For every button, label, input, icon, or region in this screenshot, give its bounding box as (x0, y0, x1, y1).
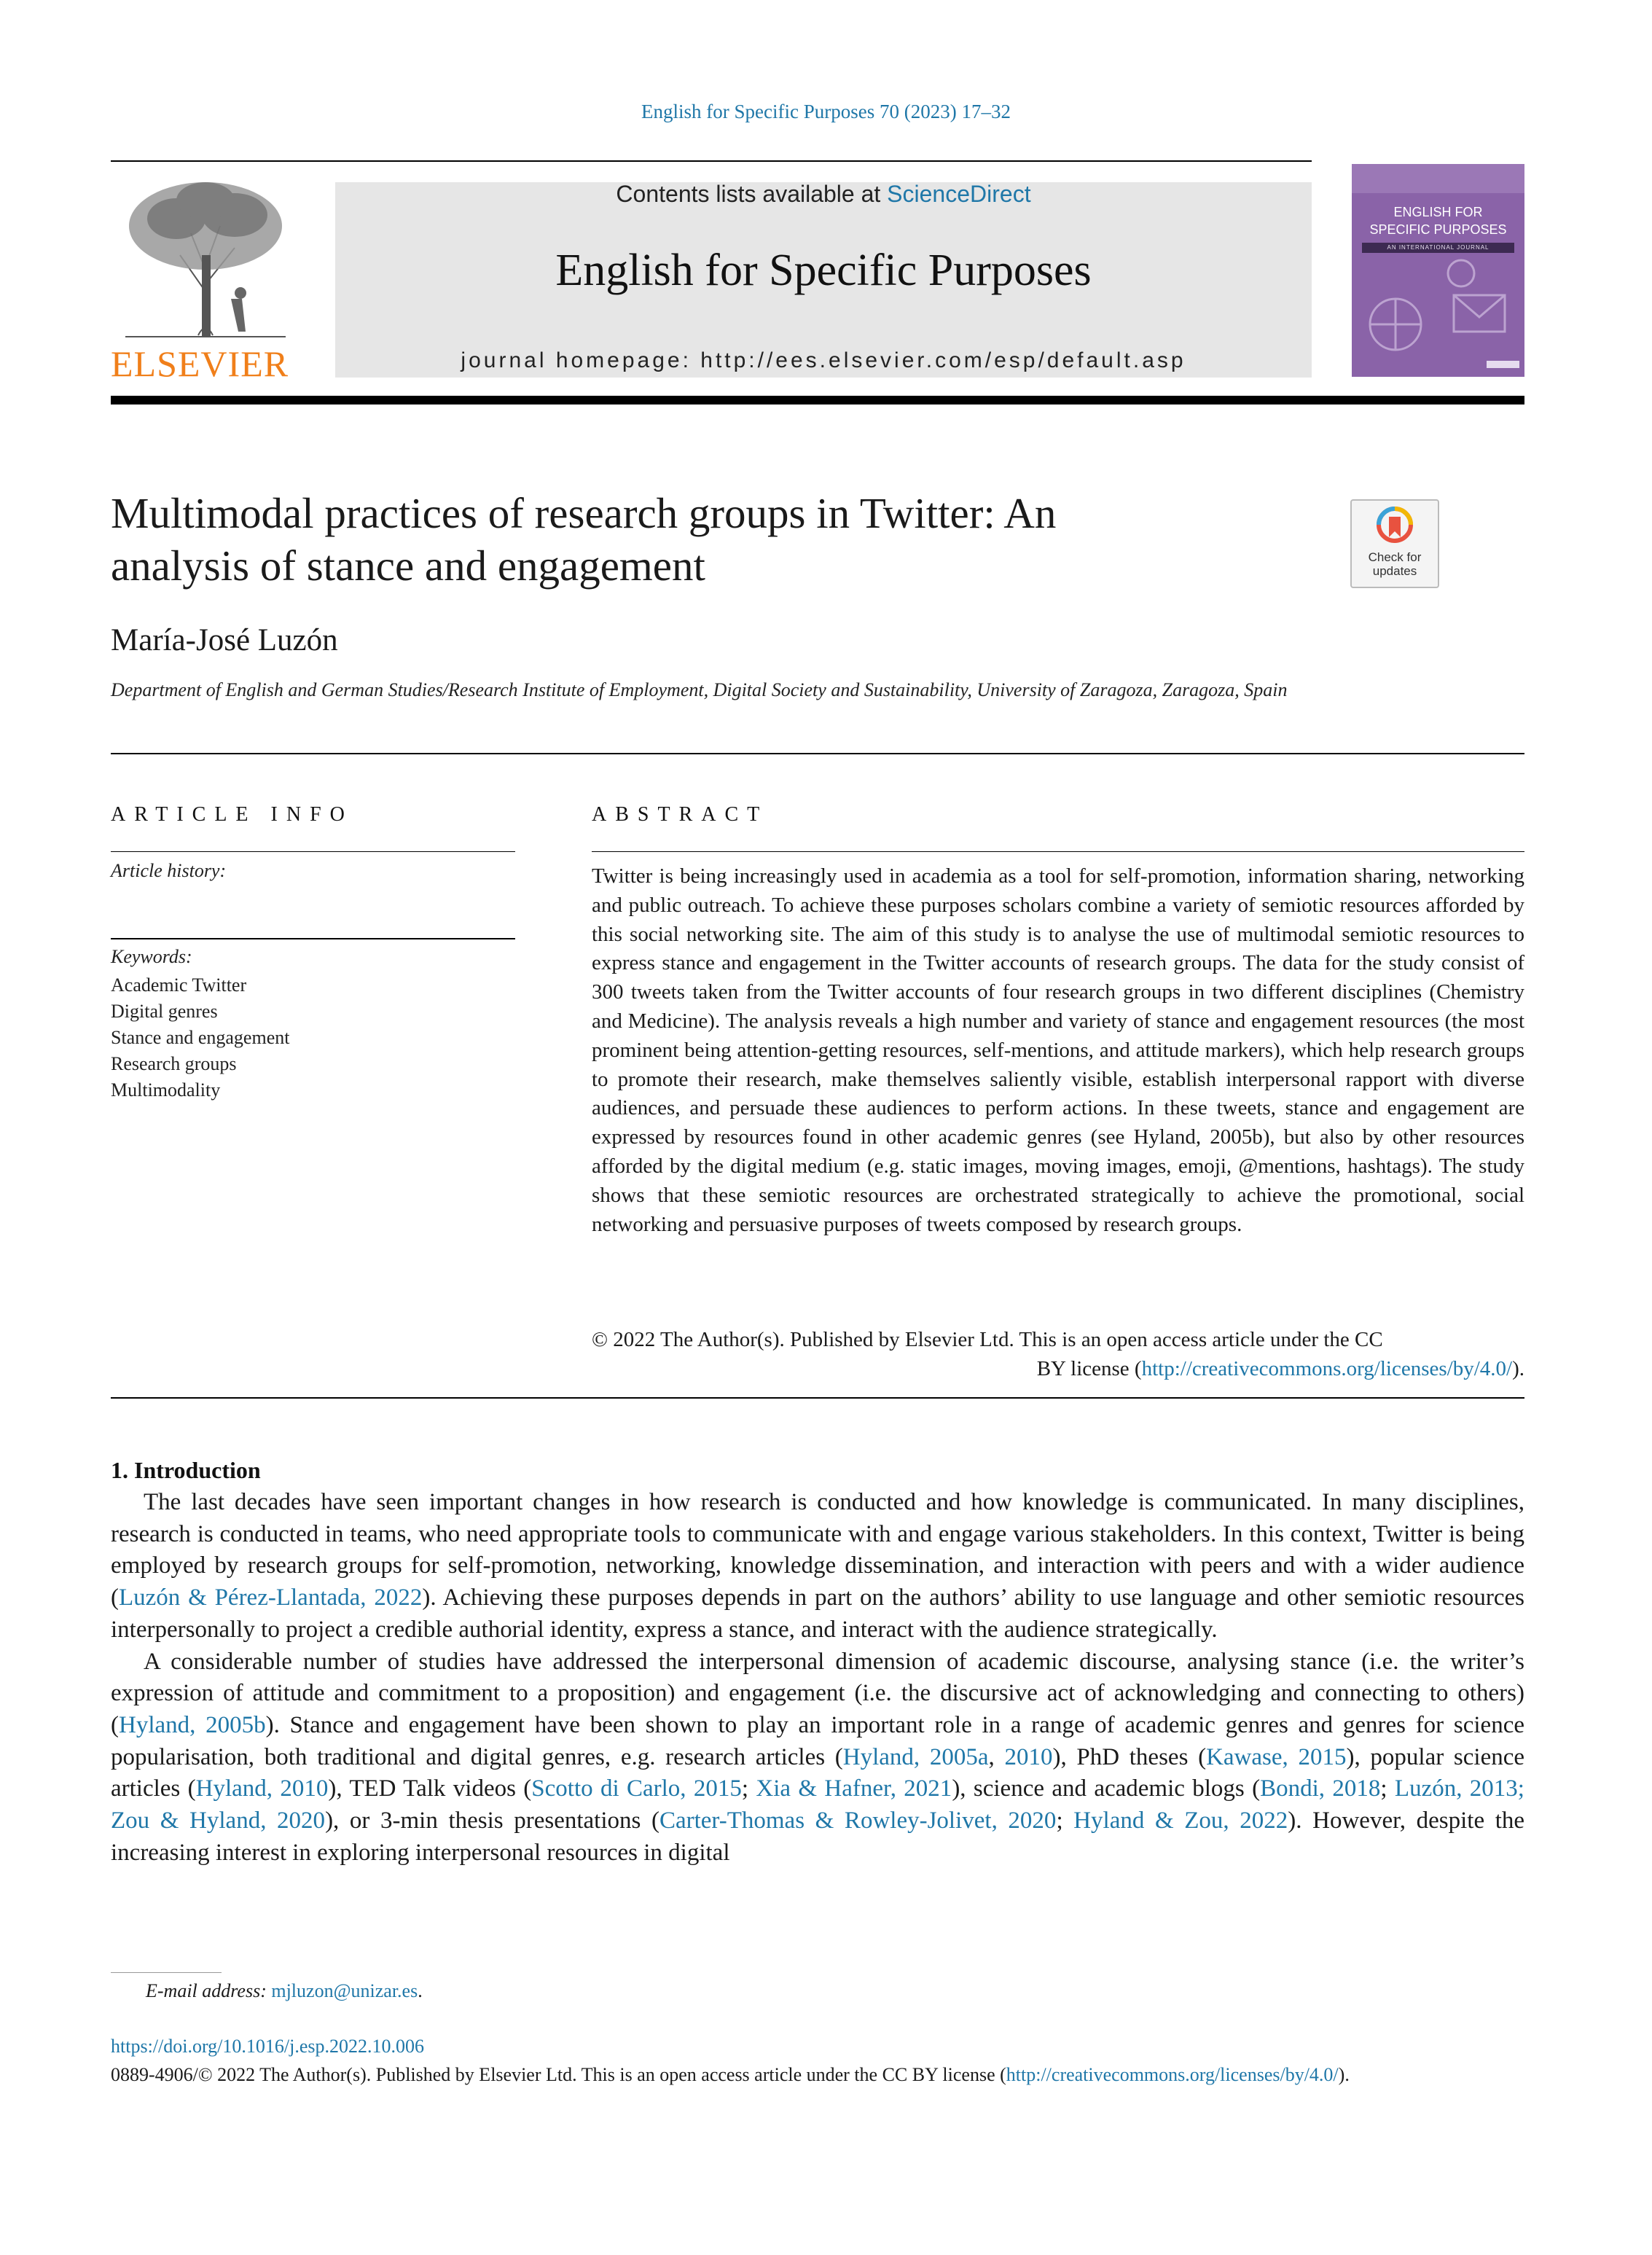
article-history-label: Article history: (111, 860, 227, 881)
citation-link[interactable]: Hyland & Zou, 2022 (1073, 1807, 1288, 1834)
citation-link[interactable]: Bondi, 2018 (1260, 1775, 1381, 1802)
keyword-item: Stance and engagement (111, 1027, 290, 1048)
article-info-heading: ARTICLE INFO (111, 803, 353, 826)
elsevier-wordmark: ELSEVIER (111, 343, 289, 384)
cover-title-line2: SPECIFIC PURPOSES (1369, 222, 1507, 237)
keyword-item: Digital genres (111, 1001, 218, 1022)
cover-subtitle: AN INTERNATIONAL JOURNAL (1362, 243, 1514, 253)
email-footnote (146, 1980, 423, 2002)
abstract-heading: ABSTRACT (592, 803, 769, 826)
crossmark-icon (1377, 507, 1413, 547)
copyright-prefix: BY license ( (1036, 1356, 1142, 1380)
citation-link[interactable]: Xia & Hafner, 2021 (756, 1775, 952, 1802)
header-rule (111, 160, 1312, 162)
email-label: E-mail address: (146, 1980, 272, 2001)
intro-paragraph-2 (111, 1646, 1524, 1869)
check-for-updates-badge[interactable] (1350, 499, 1439, 588)
badge-label (1352, 550, 1438, 578)
intro-text: ). Stance and engagement have been shown to play an important role in a range of academic genres and genres for science popularisation, both traditional and digital genres, e.g. research articles ( (111, 1711, 1524, 1770)
keywords-label: Keywords: (111, 946, 192, 967)
article-history-rule (111, 938, 515, 939)
intro-paragraph-1 (111, 1487, 1524, 1646)
contents-line (335, 181, 1312, 208)
intro-text: ; (741, 1775, 756, 1802)
badge-line1: Check for (1368, 550, 1422, 564)
intro-text: ; (1380, 1775, 1395, 1802)
doi-link[interactable]: https://doi.org/10.1016/j.esp.2022.10.006 (111, 2036, 424, 2057)
intro-text: ), popular science articles ( (111, 1743, 1525, 1802)
intro-text: ). However, despite the increasing interest in exploring interpersonal resources in digital (111, 1807, 1525, 1866)
article-info-rule (111, 851, 515, 852)
journal-homepage[interactable]: journal homepage: http://ees.elsevier.com/esp/default.asp (461, 348, 1186, 372)
introduction-heading: 1. Introduction (111, 1457, 261, 1483)
keyword-item: Research groups (111, 1053, 237, 1074)
citation-link[interactable]: Luzón & Pérez-Llantada, 2022 (119, 1584, 423, 1611)
journal-citation[interactable]: English for Specific Purposes 70 (2023) 17–32 (641, 101, 1011, 122)
keywords-list (111, 972, 289, 1103)
badge-line2: updates (1372, 564, 1417, 578)
author-affiliation: Department of English and German Studies/Research Institute of Employment, Digital Society and Sustainability, University of Zaragoza, Zaragoza, Spain (111, 679, 1288, 700)
email-end: . (418, 1980, 423, 2001)
article-title (111, 487, 1350, 592)
copyright-suffix: ). (1512, 1356, 1524, 1380)
abstract-rule (592, 851, 1524, 852)
issn-text: 0889-4906/© 2022 The Author(s). Published by Elsevier Ltd. This is an open access article under the CC BY license ( (111, 2064, 1006, 2085)
copyright-line1: © 2022 The Author(s). Published by Elsevier Ltd. This is an open access article under the CC (592, 1328, 1383, 1351)
journal-cover-thumbnail[interactable] (1352, 164, 1524, 377)
contents-prefix: Contents lists available at (616, 181, 888, 207)
title-rule (111, 753, 1524, 754)
intro-text: ). Achieving these purposes depends in part on the authors’ ability to use language and other semiotic resources interpersonally to project a credible authorial identity, express a stance, and interact with the audience strategically. (111, 1584, 1525, 1643)
sciencedirect-link[interactable]: ScienceDirect (887, 181, 1031, 207)
cc-license-link[interactable]: http://creativecommons.org/licenses/by/4.0/ (1141, 1356, 1513, 1380)
keyword-item: Academic Twitter (111, 974, 247, 996)
intro-text: , (988, 1743, 1005, 1770)
introduction-body (111, 1487, 1524, 1869)
citation-link[interactable]: Kawase, 2015 (1206, 1743, 1347, 1770)
intro-text: The last decades have seen important changes in how research is conducted and how knowledge is communicated. In many disciplines, research is conducted in teams, who need appropriate tools to communicate with and engage various stakeholders. In this context, Twitter is being employed by research groups for self-promotion, networking, knowledge dissemination, and interaction with peers and with a wider audience ( (111, 1489, 1524, 1611)
abstract-bottom-rule (111, 1397, 1524, 1399)
cover-title (1352, 203, 1524, 238)
title-line-2: analysis of stance and engagement (111, 542, 705, 590)
author-name: María-José Luzón (111, 623, 338, 657)
email-link[interactable]: mjluzon@unizar.es (271, 1980, 418, 2001)
intro-text: ), PhD theses ( (1052, 1743, 1207, 1770)
title-line-1: Multimodal practices of research groups in Twitter: An (111, 489, 1057, 537)
intro-text: ), science and academic blogs ( (952, 1775, 1261, 1802)
citation-link[interactable]: Luzón, 2013; Zou & Hyland, 2020 (111, 1775, 1524, 1834)
abstract-text: Twitter is being increasingly used in academia as a tool for self-promotion, information sharing, networking and public outreach. To achieve these purposes scholars combine a variety of semiotic resources afforded by this social networking site. The aim of this study is to analyse the use of multimodal semiotic resources to express stance and engagement in the Twitter accounts of research groups. The data for the study consist of 300 tweets taken from the Twitter accounts of four research groups in two different disciplines (Chemistry and Medicine). The analysis reveals a high number and variety of stance and engagement resources (the most prominent being attention-getting resources, self-mentions, and attitude markers), which help research groups to promote their research, make themselves saliently visible, establish interpersonal rapport with diverse audiences, and persuade these audiences to perform actions. In these tweets, stance and engagement are expressed by resources found in other academic genres (see Hyland, 2005b), but also by other resources afforded by the digital medium (e.g. static images, moving images, emoji, @mentions, hashtags). The study shows that these semiotic resources are orchestrated strategically to achieve the promotional, social networking and persuasive purposes of tweets composed by research groups. (592, 864, 1524, 1236)
citation-link[interactable]: Hyland, 2010 (195, 1775, 329, 1802)
intro-text: ), or 3-min thesis presentations ( (325, 1807, 659, 1834)
citation-link[interactable]: 2010 (1004, 1743, 1053, 1770)
cover-title-line1: ENGLISH FOR (1393, 205, 1483, 219)
footnote-rule (111, 1972, 222, 1973)
intro-text: A considerable number of studies have addressed the interpersonal dimension of academic discourse, analysing stance (i.e. the writer’s expression of attitude and commitment to a proposition) and engagement (i.e. the discursive act of acknowledging and connecting to others) ( (111, 1648, 1524, 1738)
abstract-copyright (592, 1326, 1524, 1384)
keyword-item: Multimodality (111, 1079, 221, 1101)
journal-name: English for Specific Purposes (555, 246, 1092, 295)
citation-link[interactable]: Carter-Thomas & Rowley-Jolivet, 2020 (659, 1807, 1057, 1834)
citation-link[interactable]: Hyland, 2005a (842, 1743, 989, 1770)
copyright-line2 (592, 1355, 1524, 1384)
intro-text: ), TED Talk videos ( (328, 1775, 532, 1802)
tree-icon (111, 175, 300, 343)
cover-art-icon (1352, 164, 1524, 377)
issn-end: ). (1338, 2064, 1350, 2085)
license-link[interactable]: http://creativecommons.org/licenses/by/4.0/ (1006, 2064, 1339, 2085)
citation-link[interactable]: Hyland, 2005b (119, 1711, 266, 1738)
issn-license-line (111, 2062, 1524, 2088)
intro-text: ; (1056, 1807, 1074, 1834)
masthead-thick-rule (111, 396, 1524, 405)
citation-link[interactable]: Scotto di Carlo, 2015 (531, 1775, 742, 1802)
